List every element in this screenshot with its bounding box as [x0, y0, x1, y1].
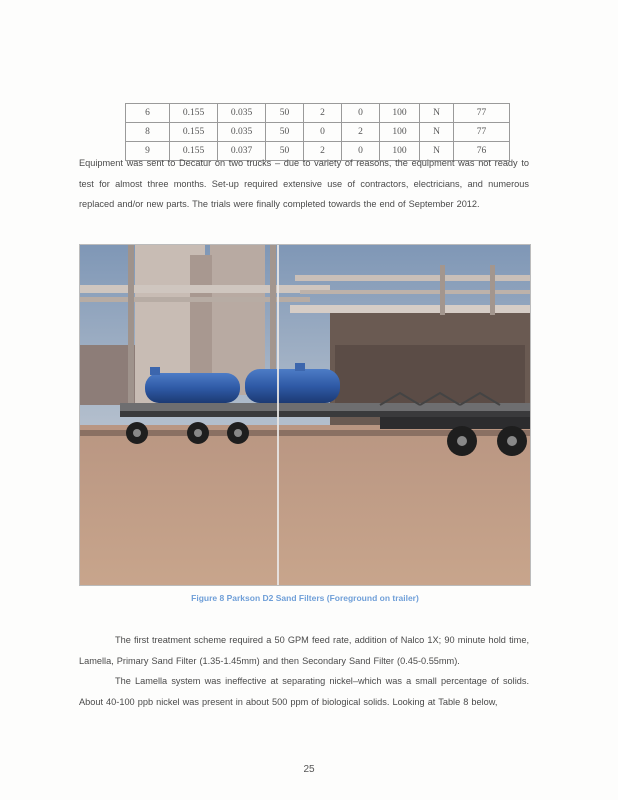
table-cell: 6 [126, 104, 170, 123]
paragraph-treatment-scheme: The first treatment scheme required a 50 GPM feed rate, addition of Nalco 1X; 90 minute hold time, Lamella, Primary Sand Filter (1.35-1.45mm) and then Secondary Sand Filter (0.45-0.55mm). [79, 635, 529, 666]
table-cell: 9 [126, 142, 170, 161]
paragraph-equipment-delay: Equipment was sent to Decatur on two trucks – due to variety of reasons, the equipment was not ready to test for almost three months. Set-up required extensive use of contractors, electricians, and numerous replaced and/or new parts. The trials were finally completed towards the end of September 2012. [79, 158, 529, 209]
table-cell: 50 [266, 123, 304, 142]
table-cell: 76 [454, 142, 510, 161]
sand-filters-photo [79, 244, 531, 586]
table-cell: 50 [266, 142, 304, 161]
table-cell: 100 [380, 104, 420, 123]
table-cell: 8 [126, 123, 170, 142]
table-cell: 0.155 [170, 123, 218, 142]
page-number: 25 [303, 764, 315, 775]
table-cell: N [420, 104, 454, 123]
table-cell: 100 [380, 142, 420, 161]
table-cell: 2 [304, 104, 342, 123]
table-cell: 50 [266, 104, 304, 123]
table-cell: 0 [304, 123, 342, 142]
table-row [126, 104, 510, 123]
table-cell: 77 [454, 104, 510, 123]
figure-caption: Figure 8 Parkson D2 Sand Filters (Foreground on trailer) [191, 593, 419, 603]
table-cell: 0 [342, 104, 380, 123]
table-cell: 77 [454, 123, 510, 142]
table-cell: 0 [342, 142, 380, 161]
table-cell: 0.035 [218, 104, 266, 123]
table-cell: N [420, 142, 454, 161]
table-cell: 0.155 [170, 104, 218, 123]
table-cell: 2 [304, 142, 342, 161]
table-cell: 0.037 [218, 142, 266, 161]
table-cell: 2 [342, 123, 380, 142]
table-row [126, 123, 510, 142]
table-cell: 0.035 [218, 123, 266, 142]
table-cell: 0.155 [170, 142, 218, 161]
table-cell: 100 [380, 123, 420, 142]
table-cell: N [420, 123, 454, 142]
paragraph-lamella-results: The Lamella system was ineffective at separating nickel–which was a small percentage of solids. About 40-100 ppb nickel was present in about 500 ppm of biological solids. Looking at Table 8 below, [79, 676, 529, 707]
